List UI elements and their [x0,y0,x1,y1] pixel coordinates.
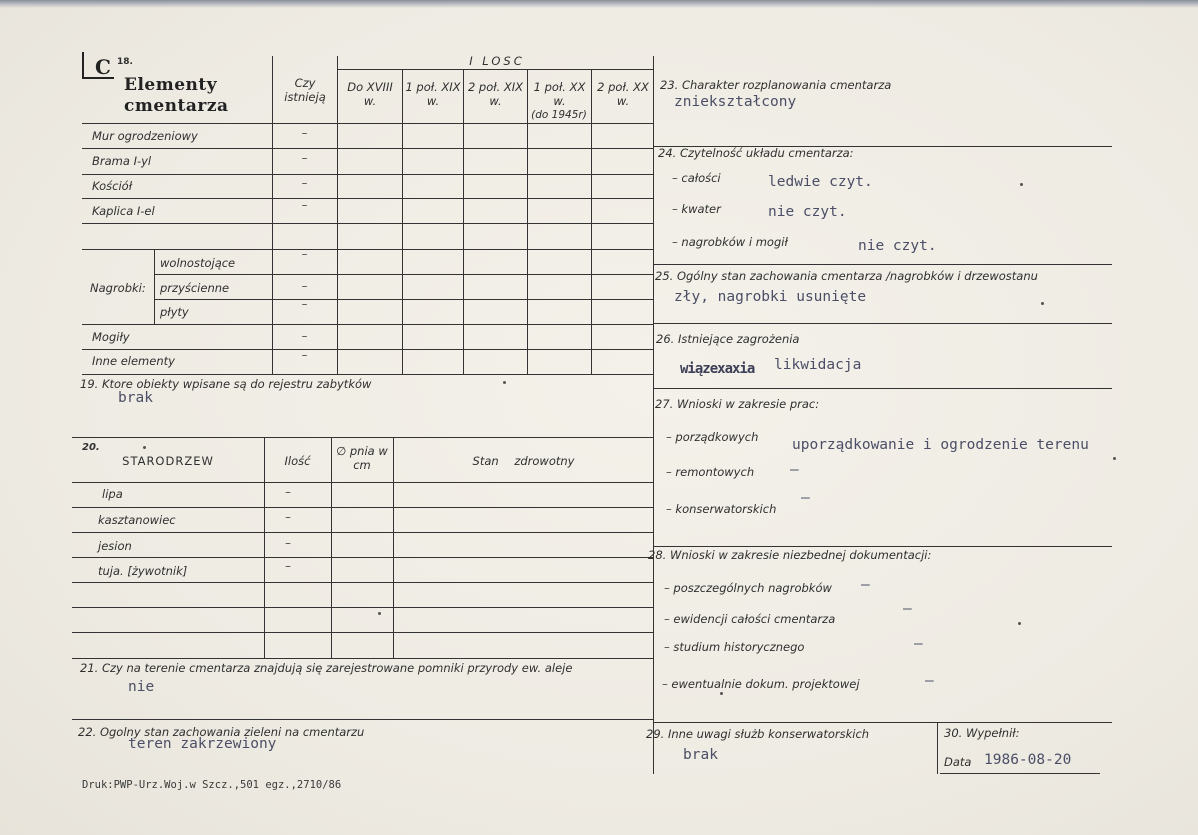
q27-item-label: – konserwatorskich [666,502,777,516]
scan-speck [143,446,146,449]
section-rule [72,719,654,720]
q27-item-label: – remontowych [666,465,755,479]
col-header-2pol-xix: 2 poł. XIX w. [467,80,524,109]
scan-speck [503,381,506,384]
q21-label: 21. Czy na terenie cmentarza znajdują się zarejestrowane pomniki przyrody ew. aleje [80,661,573,675]
ilosc-header: I LOSC [469,54,525,68]
table-c-rule [82,123,654,124]
section-rule [654,264,1112,265]
scan-speck [1113,457,1116,460]
table-20-rule [72,532,654,533]
section-rule [654,722,1112,723]
date-underline [940,773,1100,774]
scan-speck [720,692,723,695]
table-20-rule [72,557,654,558]
q24-item-answer: nie czyt. [858,238,937,254]
section-title-line2: cmentarza [124,96,229,116]
col-header-do-xviii: Do XVIII w. [347,80,393,109]
q24-item-label: – nagrobków i mogił [672,235,788,249]
table-c-rule [82,198,654,199]
tree-name: jesion [98,539,132,553]
tree-count: – [285,485,291,499]
table-c-rule [154,299,654,300]
tree-count: – [285,536,291,550]
q23-label: 23. Charakter rozplanowania cmentarza [660,78,892,92]
q27-label: 27. Wnioski w zakresie prac: [655,397,820,411]
tree-name: tuja. [żywotnik] [98,564,188,578]
table-20-rule [72,658,654,659]
table-c-rule [82,374,654,375]
row-label: płyty [160,305,189,319]
q24-item-answer: ledwie czyt. [768,174,873,190]
table-c-rule [82,174,654,175]
table-c-divider [272,56,273,374]
tree-name: kasztanowiec [98,513,176,527]
tree-name: lipa [102,487,123,501]
page-column-divider [653,56,654,774]
row-czy-value: – [301,151,308,165]
row-label: Mur ogrodzeniowy [92,129,198,143]
ilosc-underline [337,69,654,70]
table-c-rule [82,249,654,250]
section-letter: C [95,55,111,79]
q24-label: 24. Czytelność układu cmentarza: [658,146,854,160]
q26-struck-text: wiązexaxia [680,361,755,377]
scan-speck [1020,183,1023,186]
nagrobki-label: Nagrobki: [90,281,146,295]
col-header-1pol-xx-note: (do 1945r) [531,109,587,121]
tree-count: – [285,559,291,573]
row-label: Kościół [92,179,133,193]
q26-answer: likwidacja [774,357,862,373]
q25-answer: zły, nagrobki usunięte [674,289,867,305]
row-czy-value: – [301,279,308,293]
q28-item-label: – ewentualnie dokum. projektowej [662,677,860,691]
row-label: Inne elementy [92,354,175,368]
row-label: Brama I-yl [92,154,152,168]
scan-speck [378,612,381,615]
q29-label: 29. Inne uwagi służb konserwatorskich [646,727,870,741]
q27-item-label: – porządkowych [666,430,759,444]
q29-answer: brak [683,747,718,763]
q28-item-answer: – [925,673,934,689]
row-label: Kaplica I-el [92,204,155,218]
section-rule [72,437,654,438]
print-imprint: Druk:PWP-Urz.Woj.w Szcz.,501 egz.,2710/86 [82,779,342,791]
tree-count: – [285,510,291,524]
q28-item-label: – poszczególnych nagrobków [664,581,832,595]
row-czy-value: – [301,198,308,212]
col-header-2pol-xx: 2 poł. XX w. [597,80,649,109]
table-c-divider [402,70,403,374]
q26-label: 26. Istniejące zagrożenia [656,332,800,346]
q27-item-answer: uporządkowanie i ogrodzenie terenu [792,437,1089,453]
row-czy-value: – [301,348,308,362]
table-c-divider [154,249,155,324]
q28-item-answer: – [903,601,912,617]
row-czy-value: – [301,247,308,261]
section-rule [654,388,1112,389]
q20-col-ilosc: Ilość [284,454,311,468]
section-rule [654,323,1112,324]
scan-speck [1018,622,1021,625]
table-c-divider [463,70,464,374]
table-20-rule [72,507,654,508]
q25-label: 25. Ogólny stan zachowania cmentarza /nagrobków i drzewostanu [655,269,1038,283]
q27-item-answer: – [801,490,810,506]
q22-label: 22. Ogolny stan zachowania zieleni na cmentarzu [78,725,365,739]
table-c-divider [337,56,338,374]
q20-number: 20. [82,442,100,453]
col-header-1pol-xx: 1 poł. XX w. [533,80,586,109]
q23-answer: zniekształcony [674,94,797,110]
table-c-rule [82,148,654,149]
q30-date: 1986-08-20 [984,752,1072,768]
q21-answer: nie [128,679,155,695]
q24-item-label: – całości [672,171,721,185]
q19-answer: brak [118,390,153,406]
table-20-rule [72,482,654,483]
col-header-1pol-xix: 1 poł. XIX w. [405,80,461,109]
table-20-divider [393,437,394,658]
table-c-rule [154,274,654,275]
q30-date-label: Data [944,755,972,769]
q30-label: 30. Wypełnił: [944,726,1020,740]
q28-item-label: – ewidencji całości cmentarza [664,612,836,626]
table-20-rule [72,607,654,608]
q27-item-answer: – [790,462,799,478]
q28-item-answer: – [914,636,923,652]
row-czy-value: – [301,329,308,343]
q29-q30-divider [937,722,938,774]
table-c-rule [82,349,654,350]
table-c-rule [82,324,654,325]
q20-col-stan: Stan zdrowotny [472,454,575,468]
col-header-czy: Czy istnieją [284,76,326,105]
q24-item-label: – kwater [672,202,721,216]
table-c-rule [82,223,654,224]
row-czy-value: – [301,176,308,190]
section-number: 18. [117,57,133,67]
scan-top-edge [0,0,1198,8]
q28-label: 28. Wnioski w zakresie niezbednej dokumentacji: [648,548,932,562]
table-20-rule [72,632,654,633]
table-20-divider [331,437,332,658]
row-czy-value: – [301,126,308,140]
q20-col-pnia: ∅ pnia w cm [336,444,388,473]
row-czy-value: – [301,297,308,311]
q28-item-answer: – [861,577,870,593]
q22-answer: teren zakrzewiony [128,736,277,752]
q19-label: 19. Ktore obiekty wpisane są do rejestru zabytków [80,377,372,391]
row-label: wolnostojące [160,256,236,270]
q20-col-starodrzew: STARODRZEW [122,454,214,468]
table-c-divider [591,70,592,374]
section-rule [654,546,1112,547]
table-20-rule [72,582,654,583]
q28-item-label: – studium historycznego [664,640,805,654]
section-title-line1: Elementy [124,75,218,95]
row-label: przyścienne [160,281,230,295]
scan-speck [1041,302,1044,305]
q24-item-answer: nie czyt. [768,204,847,220]
row-label: Mogiły [92,330,130,344]
